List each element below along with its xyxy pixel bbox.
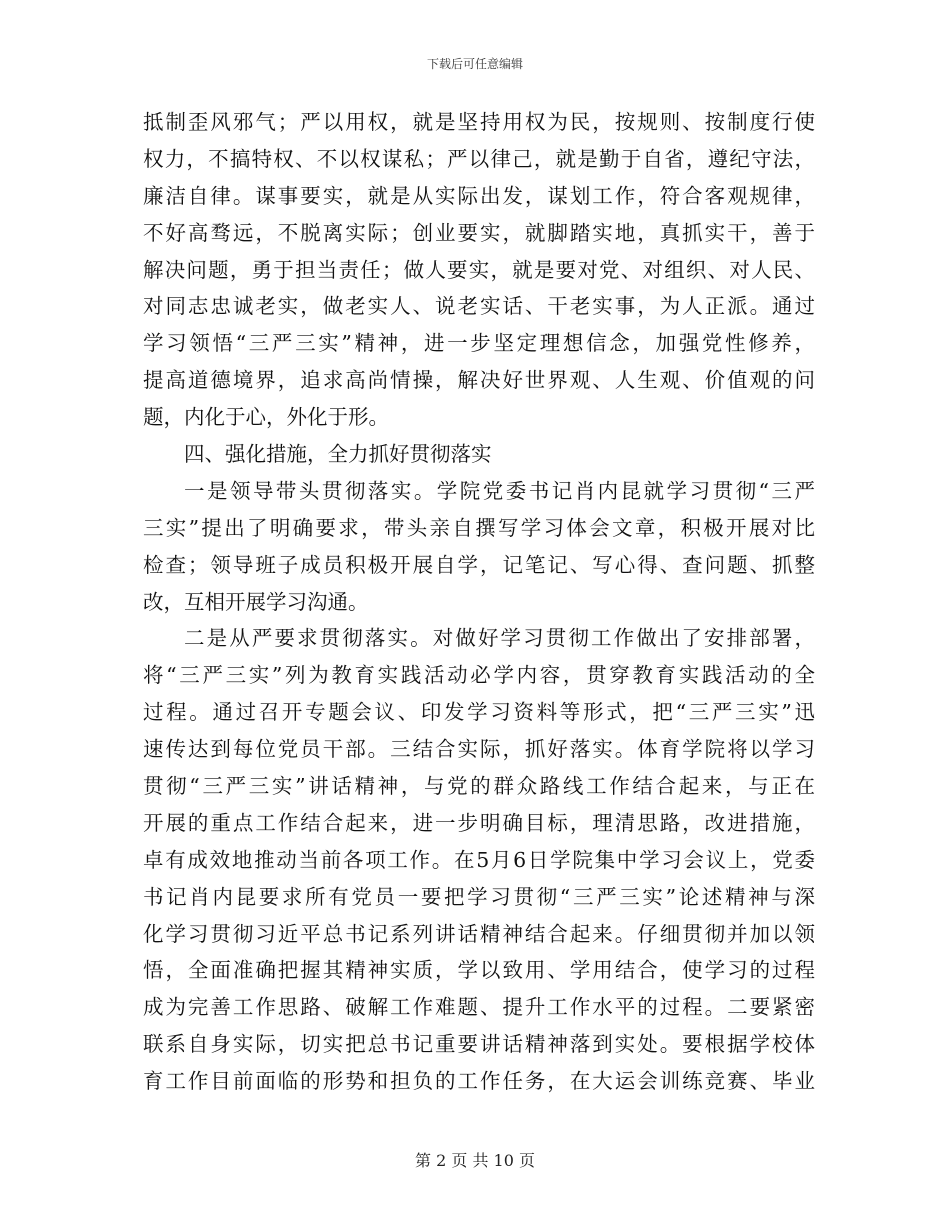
text-line: 一是领导带头贯彻落实。学院党委书记肖内昆就学习贯彻“三严 — [184, 478, 815, 503]
text-line: 抵制歪风邪气；严以用权，就是坚持用权为民，按规则、按制度行使 — [143, 110, 815, 134]
text-line: 题，内化于心，外化于形。 — [143, 405, 389, 430]
text-line: 廉洁自律。谋事要实，就是从实际出发，谋划工作，符合客观规律， — [143, 183, 815, 208]
text-line: 贯彻“三严三实”讲话精神，与党的群众路线工作结合起来，与正在 — [143, 774, 815, 799]
text-line: 育工作目前面临的形势和担负的工作任务，在大运会训练竞赛、毕业 — [143, 1069, 815, 1094]
text-line: 将“三严三实”列为教育实践活动必学内容，贯穿教育实践活动的全 — [143, 663, 815, 688]
text-line: 提高道德境界，追求高尚情操，解决好世界观、人生观、价值观的问 — [143, 368, 815, 393]
text-line: 联系自身实际，切实把总书记重要讲话精神落到实处。要根据学校体 — [143, 1032, 815, 1057]
page-header-note: 下载后可任意编辑 — [426, 57, 523, 71]
text-line: 解决问题，勇于担当责任；做人要实，就是要对党、对组织、对人民、 — [143, 257, 815, 282]
text-line: 学习领悟“三严三实”精神，进一步坚定理想信念，加强党性修养， — [143, 331, 815, 356]
text-line: 开展的重点工作结合起来，进一步明确目标，理清思路，改进措施， — [143, 810, 815, 835]
text-line: 二是从严要求贯彻落实。对做好学习贯彻工作做出了安排部署， — [184, 626, 815, 651]
page-number-footer: 第 2 页 共 10 页 — [415, 1151, 535, 1170]
text-line: 不好高骛远，不脱离实际；创业要实，就脚踏实地，真抓实干，善于 — [143, 220, 815, 245]
text-line: 权力，不搞特权、不以权谋私；严以律己，就是勤于自省，遵纪守法， — [143, 146, 815, 171]
text-line: 检查；领导班子成员积极开展自学，记笔记、写心得、查问题、抓整 — [143, 552, 815, 577]
text-line: 速传达到每位党员干部。三结合实际，抓好落实。体育学院将以学习 — [143, 737, 815, 762]
section-heading: 四、强化措施，全力抓好贯彻落实 — [184, 442, 492, 467]
text-line: 对同志忠诚老实，做老实人、说老实话、干老实事，为人正派。通过 — [143, 294, 815, 319]
text-line: 改，互相开展学习沟通。 — [143, 589, 369, 614]
text-line: 书记肖内昆要求所有党员一要把学习贯彻“三严三实”论述精神与深 — [143, 884, 815, 909]
text-line: 过程。通过召开专题会议、印发学习资料等形式，把“三严三实”迅 — [143, 700, 815, 725]
text-line: 成为完善工作思路、破解工作难题、提升工作水平的过程。二要紧密 — [143, 995, 815, 1020]
text-line: 悟，全面准确把握其精神实质，学以致用、学用结合，使学习的过程 — [143, 958, 815, 983]
text-line: 化学习贯彻习近平总书记系列讲话精神结合起来。仔细贯彻并加以领 — [143, 921, 815, 946]
text-line: 卓有成效地推动当前各项工作。在5月6日学院集中学习会议上，党委 — [143, 847, 815, 872]
document-body — [143, 104, 815, 1100]
text-line: 三实”提出了明确要求，带头亲自撰写学习体会文章，积极开展对比 — [143, 515, 815, 540]
